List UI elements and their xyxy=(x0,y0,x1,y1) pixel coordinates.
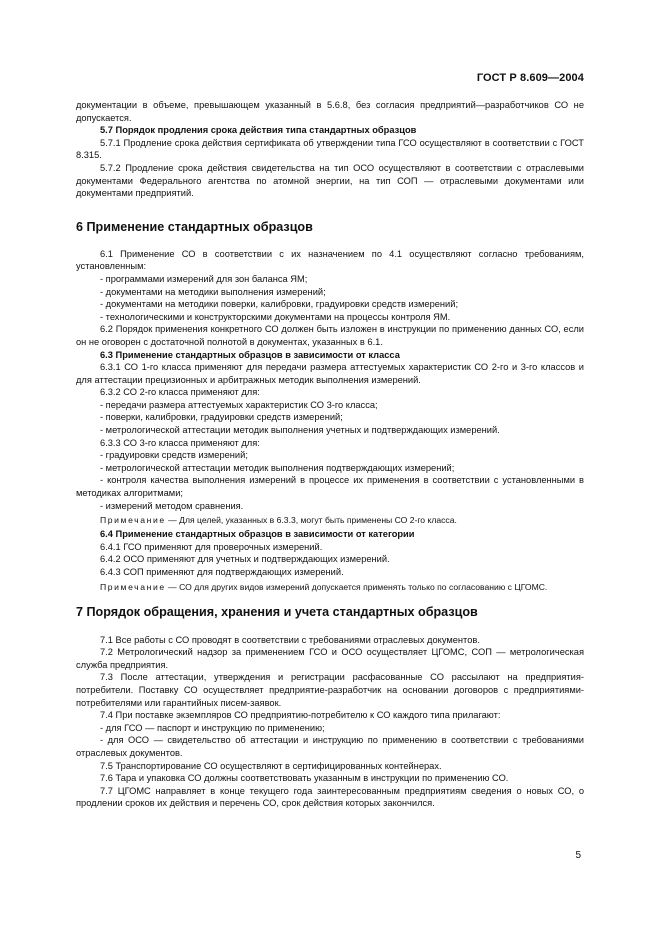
section-6-heading: 6 Применение стандартных образцов xyxy=(76,219,313,234)
note-text: — Для целей, указанных в 6.3.3, могут быть применены СО 2-го класса. xyxy=(165,515,457,526)
sec6-list-item: - программами измерений для зон баланса ЯМ; xyxy=(100,273,308,284)
sec6-subheading: 6.3 Применение стандартных образцов в зависимости от класса xyxy=(100,349,400,360)
sec6-paragraph: 6.4.1 ГСО применяют для проверочных измерений. xyxy=(100,541,323,552)
sec7-paragraph: 7.5 Транспортирование СО осуществляют в сертифицированных контейнерах. xyxy=(100,760,442,771)
page-content xyxy=(76,99,584,810)
sec6-list-item: - измерений методом сравнения. xyxy=(100,500,244,511)
sec6-paragraph: 6.1 Применение СО в соответствии с их назначением по 4.1 осуществляют согласно требованиям, установленным: xyxy=(76,248,584,272)
sec5-subheading: 5.7 Порядок продления срока действия типа стандартных образцов xyxy=(100,125,417,136)
sec6-list-item: - документами на методики выполнения измерений; xyxy=(100,286,326,297)
sec6-paragraph: 6.3.3 СО 3-го класса применяют для: xyxy=(100,437,260,448)
sec7-paragraph: 7.4 При поставке экземпляров СО предприятию-потребителю к СО каждого типа прилагают: xyxy=(100,710,501,721)
sec5-paragraph: документации в объеме, превышающем указанный в 5.6.8, без согласия предприятий—разработчиков СО не допускается. xyxy=(76,100,584,123)
note-label: Примечание xyxy=(100,581,166,592)
sec6-subheading: 6.4 Применение стандартных образцов в зависимости от категории xyxy=(100,529,415,540)
sec6-paragraph: 6.3.2 СО 2-го класса применяют для: xyxy=(100,387,260,398)
section-6-body xyxy=(76,248,584,593)
sec6-list-item: - метрологической аттестации методик выполнения подтверждающих измерений; xyxy=(100,462,455,473)
sec5-paragraph: 5.7.2 Продление срока действия свидетельства на тип ОСО осуществляют в соответствии с отраслевыми документами Федерального агентства по атомной энергии, на тип СОП — отраслевыми документами или документами предприятий. xyxy=(76,162,584,199)
document-code: ГОСТ Р 8.609—2004 xyxy=(476,72,584,84)
sec7-paragraph: 7.7 ЦГОМС направляет в конце текущего года заинтересованным предприятиям сведения о новых СО, о продлении сроков их действия и перечень СО, срок действия которых закончился. xyxy=(76,785,584,809)
sec6-list-item: - метрологической аттестации методик выполнения учетных и подтверждающих измерений. xyxy=(100,425,500,436)
sec6-list-item: - градуировки средств измерений; xyxy=(100,450,248,461)
note-text: — СО для других видов измерений допускается применять только по согласованию с ЦГОМС. xyxy=(165,581,548,592)
sec6-note xyxy=(76,514,584,526)
sec6-paragraph: 6.4.2 ОСО применяют для учетных и подтверждающих измерений. xyxy=(100,554,390,565)
sec6-paragraph: 6.2 Порядок применения конкретного СО должен быть изложен в инструкции по применению данных СО, если он не оговорен с достаточной полнотой в документах, указанных в 6.1. xyxy=(76,324,584,347)
section-7-heading: 7 Порядок обращения, хранения и учета стандартных образцов xyxy=(76,604,478,619)
section-5-7-block xyxy=(76,99,584,200)
sec6-list-item: - поверки, калибровки, градуировки средств измерений; xyxy=(100,412,343,423)
sec6-paragraph: 6.3.1 СО 1-го класса применяют для передачи размера аттестуемых характеристик СО 2-го и 3-го классов и для аттестации прецизионных и арбитражных методик выполнения измерений. xyxy=(76,362,584,385)
sec7-paragraph: 7.6 Тара и упаковка СО должны соответствовать указанным в инструкции по применению СО. xyxy=(100,773,509,784)
sec6-note xyxy=(76,581,584,593)
sec6-list-item: - технологическими и конструкторскими документами на процессы контроля ЯМ. xyxy=(100,311,451,322)
sec7-paragraph: 7.2 Метрологический надзор за применением ГСО и ОСО осуществляет ЦГОМС, СОП — метрологическая служба предприятия. xyxy=(76,647,584,670)
sec7-list-item: - для ОСО — свидетельство об аттестации и инструкцию по применению в соответствии с требованиями отраслевых документов. xyxy=(76,735,584,758)
note-label: Примечание xyxy=(100,515,166,526)
sec5-paragraph: 5.7.1 Продление срока действия сертификата об утверждении типа ГСО осуществляют в соответствии с ГОСТ 8.315. xyxy=(76,137,584,161)
sec7-list-item: - для ГСО — паспорт и инструкцию по применению; xyxy=(100,722,325,733)
page-number: 5 xyxy=(575,850,581,861)
section-7-body xyxy=(76,634,584,810)
sec6-paragraph: 6.4.3 СОП применяют для подтверждающих измерений. xyxy=(100,567,344,577)
sec6-list-item: - документами на методики поверки, калибровки, градуировки средств измерений; xyxy=(100,299,459,310)
sec7-paragraph: 7.1 Все работы с СО проводят в соответствии с требованиями отраслевых документов. xyxy=(100,634,480,645)
sec6-list-item: - передачи размера аттестуемых характеристик СО 3-го класса; xyxy=(100,399,378,410)
sec7-paragraph: 7.3 После аттестации, утверждения и регистрации расфасованные СО рассылают на предприятия-потребители. Поставку СО осуществляет предприятие-разработчик на основании договоров с предприятиями-потребителями или гарантийных писем-заявок. xyxy=(76,672,584,708)
sec6-list-item: - контроля качества выполнения измерений в процессе их применения в соответствии с установленными в методиках алгоритмами; xyxy=(76,475,584,499)
